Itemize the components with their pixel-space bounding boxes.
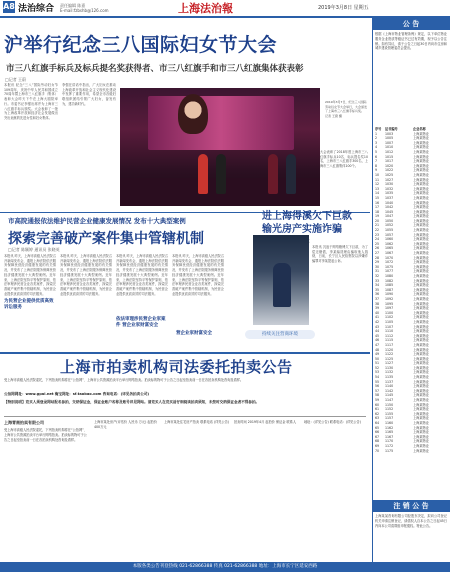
table-cell: 上海某物业 — [413, 398, 429, 403]
table-cell: 37 — [375, 296, 380, 301]
table-cell: 上海某物业 — [413, 255, 429, 260]
table-cell: 上海某物业 — [413, 365, 429, 370]
table-cell: 21 — [375, 223, 380, 228]
table-cell: 1050 — [385, 218, 394, 223]
table-cell: 49 — [375, 352, 380, 357]
photo-caption-text: 2019年3月7日，纪念三八国际劳动妇女节大会举行，大会颁发了上海市三八红旗手标兵奖。 — [325, 100, 368, 114]
table-cell: 61 — [375, 407, 380, 412]
table-header-cell: 序号 — [375, 127, 382, 131]
story2-byline: □记者 陈颖婷 通讯员 张晓英 — [8, 247, 60, 252]
footer-bar: 本版各类公告刊登热线 021-62866388 传真 021-62866388 地址：上海市长宁区延安西路 — [0, 562, 450, 572]
deregistration-body: 上海某某咨询有限公司经股东决定，拟向公司登记机关申请注销登记，请债权人自本公告之日起45日内向本公司清算组申报债权。特此公告。 — [375, 514, 447, 528]
table-cell: 1007 — [385, 140, 394, 145]
lead-body-column-3: 大会表彰了2018年度上海市三八红旗手标兵10名、标兵提名奖10名，上海市三八红旗手300名，上海市三八红旗集体100个。 — [320, 150, 368, 169]
table-cell: 1105 — [385, 319, 394, 324]
story3-headline — [262, 210, 366, 236]
table-cell: 46 — [375, 338, 380, 343]
table-cell: 28 — [375, 255, 380, 260]
table-cell: 1090 — [385, 292, 394, 297]
table-cell: 1087 — [385, 287, 394, 292]
table-cell: 59 — [375, 398, 380, 403]
table-cell: 上海某物业 — [413, 223, 429, 228]
story2-subhead: 营企业家财富安全 — [176, 331, 212, 336]
table-cell: 63 — [375, 416, 380, 421]
table-cell: 上海某物业 — [413, 237, 429, 242]
auction-intro: 受上海市高级人民法院委托，下列拍卖机构将在“公拍网”、上海市公共资源拍卖平台举行网络拍卖。拍卖标的物可于公告之日起至拍卖前一日在各拍卖机构处咨询及看样。 — [4, 378, 244, 382]
story2-kicker: 市高院通报依法维护民营企业健康发展情况 发布十大典型案例 — [8, 217, 186, 225]
honoree-figure — [268, 154, 278, 194]
table-cell: 上海某物业 — [413, 191, 429, 196]
editor-line: E-mail:fzbshb@126.com — [60, 8, 109, 13]
table-cell: 上海某物业 — [413, 241, 429, 246]
table-cell: 上海某物业 — [413, 388, 429, 393]
table-cell: 1115 — [385, 338, 394, 343]
table-cell: 上海某物业 — [413, 324, 429, 329]
table-cell: 10 — [375, 172, 380, 177]
table-row — [375, 449, 447, 454]
table-cell: 上海某物业 — [413, 434, 429, 439]
table-cell: 4 — [375, 145, 378, 150]
table-cell: 23 — [375, 232, 380, 237]
table-cell: 50 — [375, 356, 380, 361]
table-cell: 上海某物业 — [413, 214, 429, 219]
table-cell: 上海某物业 — [413, 246, 429, 251]
table-cell: 67 — [375, 434, 380, 439]
table-cell: 1152 — [385, 407, 394, 412]
story2-body-column-4: 本报讯 昨天，上海市高级人民法院召开新闻发布会，通报上海法院依法服务保障民营经济健康发展的有关情况，并发布了上海法院服务保障民营经济健康发展十大典型案例。近年来，上海法院坚持平等保护原则，依法审理涉民营企业各类案件，探索完善破产案件集中管辖机制，为民营企业提供优质高效的司法服务。 — [172, 254, 224, 296]
table-cell: 上海某物业 — [413, 370, 429, 375]
table-cell: 1055 — [385, 228, 394, 233]
table-cell: 1150 — [385, 402, 394, 407]
table-cell: 2 — [375, 136, 378, 141]
story2-subhead: 依法审理涉民营企业家案件 营企业家财富安全 — [116, 317, 166, 328]
table-cell: 1012 — [385, 149, 394, 154]
table-cell: 1015 — [385, 154, 394, 159]
screen-portrait — [178, 94, 208, 134]
table-cell: 1080 — [385, 274, 394, 278]
table-cell: 1172 — [385, 443, 394, 448]
table-cell: 1132 — [385, 370, 394, 375]
table-cell: 60 — [375, 402, 380, 407]
table-cell: 24 — [375, 237, 380, 242]
table-cell: 上海某物业 — [413, 430, 429, 435]
presenter-figure — [216, 154, 226, 194]
table-cell: 1125 — [385, 356, 394, 361]
table-cell: 上海某物业 — [413, 278, 429, 283]
story2-body-column-3: 本报讯 昨天，上海市高级人民法院召开新闻发布会，通报上海法院依法服务保障民营经济健康发展的有关情况，并发布了上海法院服务保障民营经济健康发展十大典型案例。近年来，上海法院坚持平等保护原则，依法审理涉民营企业各类案件，探索完善破产案件集中管辖机制，为民营企业提供优质高效的司法服务。 — [116, 254, 168, 296]
table-cell: 1 — [375, 131, 378, 136]
table-cell: 1170 — [385, 439, 394, 444]
table-cell: 1037 — [385, 195, 394, 200]
auction-column-1: 受上海市高级人民法院委托，下列拍卖机构将在“公拍网”、上海市公共资源拍卖平台举行网络拍卖。拍卖标的物可于公告之日起至拍卖前一日在各拍卖机构处咨询及看样。 — [4, 428, 87, 442]
table-cell: 上海某物业 — [413, 274, 429, 278]
table-cell: 70 — [375, 448, 380, 453]
table-cell: 5 — [375, 149, 378, 154]
photo-credit: 记者 王蔚 摄 — [325, 113, 342, 118]
auction-company-name: 上海青商拍卖有限公司 — [4, 420, 44, 425]
table-cell: 30 — [375, 264, 380, 269]
table-cell: 上海某物业 — [413, 329, 429, 334]
notice-heading: 公 告 — [372, 18, 450, 30]
table-cell: 17 — [375, 205, 380, 210]
table-cell: 1032 — [385, 186, 394, 191]
table-cell: 上海某物业 — [413, 310, 429, 315]
table-header-cell: 企业名称 — [413, 127, 426, 131]
table-cell: 1045 — [385, 209, 394, 214]
table-cell: 47 — [375, 342, 380, 347]
table-cell: 1040 — [385, 200, 394, 205]
table-cell: 上海某物业 — [413, 315, 429, 320]
table-cell: 上海某物业 — [413, 306, 429, 311]
table-cell: 上海某物业 — [413, 200, 429, 205]
table-cell: 52 — [375, 365, 380, 370]
table-cell: 上海某物业 — [413, 439, 429, 444]
table-cell: 上海某物业 — [413, 407, 429, 412]
table-cell: 1147 — [385, 398, 394, 403]
table-cell: 1102 — [385, 315, 394, 320]
story3-headline-line: 输光房产实施诈骗 — [262, 224, 342, 235]
table-cell: 1162 — [385, 425, 394, 430]
lead-body-column-1: 本报讯 纪念“三八”国际劳动妇女节109周年，庆祝中华人民共和国成立70周年暨上海市三八红旗手（集体）表彰大会昨天下午在上海大剧院举行。市委书记李强出席并为上海市三八红旗手标兵颁奖。大会表彰了一批为上海改革开放和经济社会发展做出突出贡献的先进女性和妇女集体。 — [4, 83, 58, 120]
table-cell: 41 — [375, 315, 380, 320]
story3-headline-line: 进上海得溪欠下巨款 — [262, 211, 352, 222]
table-cell: 上海某物业 — [413, 260, 429, 265]
table-cell: 上海某物业 — [413, 448, 429, 453]
table-cell: 上海某物业 — [413, 149, 429, 154]
table-cell: 1017 — [385, 159, 394, 164]
story3-body: 本报讯 沉迷于网络赌博欠下巨款，为了偿还赌债，李某编造理由骗取他人钱财，日前，长宁区人民检察院以涉嫌诈骗罪对李某提起公诉。 — [312, 245, 368, 264]
table-cell: 上海某物业 — [413, 352, 429, 357]
table-cell: 上海某物业 — [413, 186, 429, 191]
auction-title: 上海市拍卖机构司法委托拍卖公告 — [60, 358, 293, 376]
table-cell: 1092 — [385, 296, 394, 301]
table-cell: 上海某物业 — [413, 411, 429, 416]
table-cell: 38 — [375, 301, 380, 306]
story2-subhead: 为民营企业提供优质高效诉讼服务 — [4, 299, 54, 310]
auction-divider — [4, 416, 366, 417]
table-cell: 64 — [375, 421, 380, 425]
table-cell: 13 — [375, 186, 380, 191]
lead-body-column-2: 李强在讲话中指出，广大妇女在推动上海改革开放和社会主义现代化建设中发挥了重要作用，希望全市各级妇联组织团结引领广大妇女，奋发有为，建功新时代。 — [62, 83, 116, 106]
table-cell: 1135 — [385, 375, 394, 380]
table-cell: 15 — [375, 195, 380, 200]
table-cell: 上海某物业 — [413, 209, 429, 214]
table-cell: 上海某物业 — [413, 228, 429, 233]
table-cell: 7 — [375, 159, 378, 164]
award-ceremony-photo — [120, 88, 320, 206]
table-cell: 上海某物业 — [413, 195, 429, 200]
table-cell: 27 — [375, 251, 380, 256]
section-title: 法治综合 — [18, 4, 55, 14]
table-cell: 54 — [375, 375, 380, 380]
table-cell: 上海某物业 — [413, 384, 429, 389]
table-cell: 14 — [375, 191, 380, 196]
table-cell: 上海某物业 — [413, 443, 429, 448]
editor-line: 责任编辑 陈嘉 — [60, 3, 86, 8]
table-cell: 45 — [375, 333, 380, 338]
table-cell: 上海某物业 — [413, 182, 429, 187]
auction-column-3: 上海市某处住宅房产拍卖 联系电话 (详见公告) — [164, 420, 230, 424]
table-cell: 56 — [375, 384, 380, 389]
table-cell: 上海某物业 — [413, 301, 429, 306]
table-cell: 29 — [375, 260, 380, 265]
table-cell: 20 — [375, 218, 380, 223]
auction-info-line: 公拍网网址：www.gpai.net 淘宝网址：sf.taobao.com 咨询电话：(详见各拍卖公司) — [4, 392, 150, 396]
presenter-figure — [286, 154, 296, 194]
table-cell: 65 — [375, 425, 380, 430]
table-cell: 上海某物业 — [413, 333, 429, 338]
table-cell: 8 — [375, 163, 378, 168]
table-cell: 1082 — [385, 278, 394, 283]
table-cell: 48 — [375, 347, 380, 352]
masthead: 上海法治報 — [178, 2, 233, 15]
table-cell: 6 — [375, 154, 378, 159]
story2-body-column-2: 本报讯 昨天，上海市高级人民法院召开新闻发布会，通报上海法院依法服务保障民营经济健康发展的有关情况，并发布了上海法院服务保障民营经济健康发展十大典型案例。近年来，上海法院坚持平等保护原则，依法审理涉民营企业各类案件，探索完善破产案件集中管辖机制，为民营企业提供优质高效的司法服务。 — [60, 254, 112, 296]
table-cell: 上海某物业 — [413, 296, 429, 301]
table-cell: 1160 — [385, 421, 394, 425]
table-cell: 53 — [375, 370, 380, 375]
table-cell: 1117 — [385, 342, 394, 347]
table-cell: 1122 — [385, 352, 394, 357]
table-cell: 1042 — [385, 205, 394, 210]
table-cell: 上海某物业 — [413, 379, 429, 384]
table-cell: 上海某物业 — [413, 402, 429, 407]
table-cell: 69 — [375, 443, 380, 448]
table-cell: 32 — [375, 274, 380, 278]
page-header — [0, 0, 450, 18]
table-cell: 3 — [375, 140, 378, 145]
table-cell: 1065 — [385, 246, 394, 251]
notice-table — [375, 127, 447, 453]
table-cell: 57 — [375, 388, 380, 393]
auction-column-4: 拍卖时间 2019年4月 起拍价 保证金 联系人 — [234, 420, 297, 424]
table-cell: 1035 — [385, 191, 394, 196]
table-cell: 55 — [375, 379, 380, 384]
table-cell: 11 — [375, 177, 380, 182]
table-cell: 1112 — [385, 333, 394, 338]
table-cell: 1060 — [385, 237, 394, 242]
table-cell: 1027 — [385, 177, 394, 182]
table-cell: 1175 — [385, 448, 394, 453]
table-cell: 1075 — [385, 264, 394, 269]
table-cell: 上海某物业 — [413, 136, 429, 141]
table-cell: 1127 — [385, 361, 394, 366]
table-cell: 51 — [375, 361, 380, 366]
page-number: A8 — [3, 2, 15, 11]
story2-headline: 探索完善破产案件集中管辖机制 — [8, 231, 204, 247]
table-cell: 1137 — [385, 379, 394, 384]
table-cell: 上海某物业 — [413, 131, 429, 136]
table-cell: 34 — [375, 283, 380, 288]
table-cell: 66 — [375, 430, 380, 435]
deregistration-heading: 注 销 公 告 — [372, 500, 450, 512]
table-cell: 26 — [375, 246, 380, 251]
table-cell: 上海某物业 — [413, 232, 429, 237]
table-cell: 1062 — [385, 241, 394, 246]
table-cell: 62 — [375, 411, 380, 416]
table-cell: 1142 — [385, 388, 394, 393]
business-environment-photo — [253, 235, 309, 325]
table-cell: 36 — [375, 292, 380, 297]
editor-info — [60, 3, 130, 13]
table-cell: 上海某物业 — [413, 393, 429, 398]
table-cell: 43 — [375, 324, 380, 329]
table-cell: 1052 — [385, 223, 394, 228]
table-cell: 1165 — [385, 430, 394, 435]
table-cell: 上海某物业 — [413, 140, 429, 145]
table-cell: 上海某物业 — [413, 356, 429, 361]
table-cell: 上海某物业 — [413, 218, 429, 223]
table-cell: 1145 — [385, 393, 394, 398]
photo-tag: 持续关注营商环境 — [245, 330, 315, 339]
auction-column-5: 地址：(详见公告) 联系电话：(详见公告) — [304, 420, 361, 424]
table-cell: 上海某物业 — [413, 292, 429, 297]
lead-byline: □记者 王蔚 — [5, 77, 27, 82]
table-cell: 1107 — [385, 324, 394, 329]
table-cell: 68 — [375, 439, 380, 444]
table-cell: 18 — [375, 209, 380, 214]
table-cell: 44 — [375, 329, 380, 334]
table-cell: 1067 — [385, 251, 394, 256]
table-cell: 1085 — [385, 283, 394, 288]
table-cell: 1047 — [385, 214, 394, 219]
table-cell: 1022 — [385, 168, 394, 173]
table-cell: 39 — [375, 306, 380, 311]
table-cell: 1077 — [385, 269, 394, 274]
stage-screen — [148, 96, 294, 150]
table-cell: 12 — [375, 182, 380, 187]
table-cell: 1070 — [385, 255, 394, 260]
table-cell: 19 — [375, 214, 380, 219]
table-cell: 1167 — [385, 434, 394, 439]
auction-column-2: 上海市某处房产(评估价 人民币 万元) 起拍价 400万元 — [94, 420, 157, 429]
table-cell: 1120 — [385, 347, 394, 352]
table-cell: 上海某物业 — [413, 163, 429, 168]
lead-headline: 沪举行纪念三八国际妇女节大会 — [4, 34, 278, 56]
table-cell: 1157 — [385, 416, 394, 421]
table-cell: 上海某物业 — [413, 269, 429, 274]
table-cell: 9 — [375, 168, 378, 173]
table-cell: 1095 — [385, 301, 394, 306]
dateline: 2019年3月8日 星期五 — [318, 5, 369, 11]
table-cell: 上海某物业 — [413, 338, 429, 343]
table-cell: 31 — [375, 269, 380, 274]
table-cell: 上海某物业 — [413, 421, 429, 425]
table-cell: 40 — [375, 310, 380, 315]
table-cell: 上海某物业 — [413, 361, 429, 366]
table-cell: 上海某物业 — [413, 177, 429, 182]
table-cell: 上海某物业 — [413, 425, 429, 430]
table-cell: 25 — [375, 241, 380, 246]
table-cell: 上海某物业 — [413, 375, 429, 380]
table-cell: 上海某物业 — [413, 287, 429, 292]
table-cell: 1100 — [385, 310, 394, 315]
table-cell: 1010 — [385, 145, 394, 150]
table-cell: 上海某物业 — [413, 319, 429, 324]
story2-body-column-1: 本报讯 昨天，上海市高级人民法院召开新闻发布会，通报上海法院依法服务保障民营经济健康发展的有关情况，并发布了上海法院服务保障民营经济健康发展十大典型案例。近年来，上海法院坚持平等保护原则，依法审理涉民营企业各类案件，探索完善破产案件集中管辖机制，为民营企业提供优质高效的司法服务。 — [4, 254, 56, 296]
table-cell: 上海某物业 — [413, 168, 429, 173]
table-cell: 上海某物业 — [413, 154, 429, 159]
table-cell: 上海某物业 — [413, 145, 429, 150]
photo-caption — [325, 100, 367, 118]
table-header-cell: 证书编号 — [385, 127, 398, 131]
table-cell: 上海某物业 — [413, 283, 429, 288]
table-cell: 1025 — [385, 172, 394, 177]
table-cell: 58 — [375, 393, 380, 398]
table-cell: 1097 — [385, 306, 394, 311]
table-cell: 上海某物业 — [413, 347, 429, 352]
table-cell: 1005 — [385, 136, 394, 141]
table-cell: 1072 — [385, 260, 394, 265]
table-cell: 1130 — [385, 365, 394, 370]
table-cell: 22 — [375, 228, 380, 233]
lead-subhead: 市三八红旗手标兵及标兵提名奖获得者、市三八红旗手和市三八红旗集体获表彰 — [6, 64, 304, 74]
table-cell: 1110 — [385, 329, 394, 334]
table-cell: 1155 — [385, 411, 394, 416]
table-cell: 上海某物业 — [413, 172, 429, 177]
auction-info-line: 【特别说明】竞买人须登录网站报名参拍，交纳保证金，保证金账户名称及账号详见网站。请竞买人在竞买前仔细阅读拍卖须知，未按时交纳保证金者不得参拍。 — [4, 400, 260, 404]
table-cell: 上海某物业 — [413, 416, 429, 421]
table-cell: 1030 — [385, 182, 394, 187]
table-cell: 33 — [375, 278, 380, 283]
table-cell: 上海某物业 — [413, 342, 429, 347]
table-cell: 16 — [375, 200, 380, 205]
table-cell: 上海某物业 — [413, 264, 429, 269]
notice-body: 根据《上海市物业管理条例》规定，以下单位物业服务企业资质等级证书已过有效期，现予以公告注销。如有异议，请于公告之日起30日内向市住房和城乡建设管理委员会提出。 — [375, 32, 447, 51]
table-cell: 1020 — [385, 163, 394, 168]
table-cell: 42 — [375, 319, 380, 324]
honoree-figure — [198, 154, 208, 194]
official-figure — [273, 263, 291, 307]
table-cell: 1057 — [385, 232, 394, 237]
table-cell: 上海某物业 — [413, 205, 429, 210]
table-cell: 1003 — [385, 131, 394, 136]
table-cell: 上海某物业 — [413, 159, 429, 164]
table-cell: 上海某物业 — [413, 251, 429, 256]
table-cell: 35 — [375, 287, 380, 292]
table-cell: 1140 — [385, 384, 394, 389]
